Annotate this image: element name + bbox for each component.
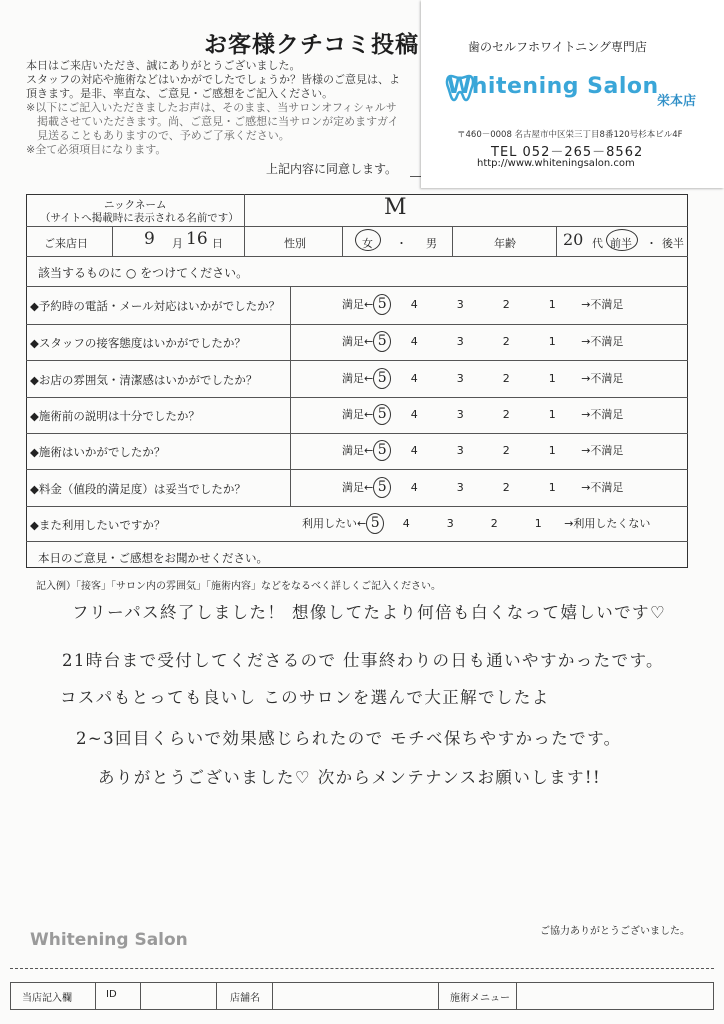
rating-option: 3 <box>456 408 464 421</box>
example-note: 記入例）「接客」「サロン内の雰囲気」「施術内容」などをなるべく詳しくご記入ください。 <box>36 581 441 592</box>
table-divider <box>26 226 688 227</box>
scale-left-label: 満足← <box>342 372 374 385</box>
intro-note: ※以下にご記入いただきましたお声は、そのまま、当サロンオフィシャルサ <box>26 101 397 114</box>
question-text: ◆また利用したいですか？ <box>30 518 166 532</box>
rating-option: 1 <box>548 335 556 348</box>
nickname-value: M <box>384 195 407 220</box>
table-divider <box>140 982 141 1010</box>
table-divider <box>290 286 291 506</box>
selected-rating: 5 <box>373 440 391 461</box>
table-divider <box>26 360 688 361</box>
table-divider <box>516 982 517 1010</box>
gender-label: 性別 <box>284 237 306 250</box>
nickname-note: （サイトへ掲載時に表示される名前です） <box>40 212 239 224</box>
rating-scale <box>302 513 650 534</box>
shop-url: http://www.whiteningsalon.com <box>477 158 635 169</box>
intro-note: 掲載させていただきます。尚、ご意見・ご感想に当サロンが定めますガイ <box>26 115 399 128</box>
rating-option: 3 <box>456 444 464 457</box>
rating-option: 2 <box>502 444 510 457</box>
shop-tel: TEL 052－265－8562 <box>491 145 644 160</box>
rating-scale <box>342 294 623 315</box>
rating-option: 1 <box>548 481 556 494</box>
scale-right-label: →利用したくない <box>564 517 651 530</box>
instruction-text: 該当するものに ○ をつけてください。 <box>38 266 249 280</box>
page-title: お客様クチコミ投稿 <box>204 32 420 58</box>
table-divider <box>438 982 439 1010</box>
day-unit: 日 <box>212 237 223 250</box>
scale-left-label: 満足← <box>342 481 374 494</box>
rating-option: 2 <box>502 372 510 385</box>
scale-right-label: →不満足 <box>581 335 624 348</box>
age-unit: 代 <box>592 237 603 250</box>
rating-option: 2 <box>502 335 510 348</box>
rating-option: 1 <box>548 444 556 457</box>
rating-option: 4 <box>410 372 418 385</box>
question-text: ◆施術前の説明は十分でしたか？ <box>30 409 200 423</box>
rating-option: 2 <box>490 517 498 530</box>
table-divider <box>244 194 245 256</box>
rating-option: 3 <box>456 335 464 348</box>
table-divider <box>342 226 343 256</box>
visit-month-value: 9 <box>144 229 155 249</box>
selected-rating: 5 <box>373 331 391 352</box>
age-value: 20 <box>563 230 584 249</box>
table-divider <box>26 433 688 434</box>
store-entry-label: 当店記入欄 <box>22 993 72 1004</box>
rating-option: 2 <box>502 298 510 311</box>
shop-card <box>421 0 724 188</box>
comment-heading: 本日のご意見・ご感想をお聞かせください。 <box>38 551 268 565</box>
question-text: ◆スタッフの接客態度はいかがでしたか？ <box>30 336 246 350</box>
gender-female-option: 女 <box>362 237 373 250</box>
table-divider <box>26 541 688 542</box>
cut-line <box>10 968 714 969</box>
table-divider <box>26 469 688 470</box>
scale-left-label: 満足← <box>342 298 374 311</box>
scale-left-label: 利用したい← <box>302 517 367 530</box>
store-name-label: 店舗名 <box>230 993 260 1004</box>
menu-label: 施術メニュー <box>450 993 510 1004</box>
question-text: ◆施術はいかがでしたか？ <box>30 445 166 459</box>
table-divider <box>26 506 688 507</box>
table-divider <box>272 982 273 1010</box>
shop-logo: Whitening Salon <box>447 74 659 99</box>
rating-option: 1 <box>548 408 556 421</box>
scale-right-label: →不満足 <box>581 298 624 311</box>
selected-rating: 5 <box>373 368 391 389</box>
table-divider <box>452 226 453 256</box>
rating-option: 4 <box>410 481 418 494</box>
intro-note: ※全て必須項目になります。 <box>26 143 167 156</box>
table-divider <box>95 982 96 1010</box>
intro-line: 頂きます。是非、率直な、ご意見・ご感想をご記入ください。 <box>26 87 334 100</box>
comment-line: フリーパス終了しました！ 想像してたより何倍も白くなって嬉しいです♡ <box>72 603 667 622</box>
rating-scale <box>342 404 623 425</box>
rating-option: 2 <box>502 481 510 494</box>
shop-tagline: 歯のセルフホワイトニング専門店 <box>468 40 647 54</box>
table-divider <box>112 226 113 256</box>
rating-scale <box>342 368 623 389</box>
nickname-label: ニックネーム <box>104 199 167 211</box>
rating-option: 1 <box>548 298 556 311</box>
rating-scale <box>342 331 623 352</box>
table-divider <box>26 256 688 257</box>
scale-right-label: →不満足 <box>581 408 624 421</box>
question-text: ◆お店の雰囲気・清潔感はいかがでしたか？ <box>30 373 258 387</box>
age-early-option: 前半 <box>610 237 632 250</box>
rating-option: 4 <box>402 517 410 530</box>
table-divider <box>26 286 688 287</box>
rating-option: 4 <box>410 408 418 421</box>
month-unit: 月 <box>172 237 183 250</box>
gender-separator: ・ <box>396 237 407 250</box>
scale-left-label: 満足← <box>342 335 374 348</box>
rating-scale <box>342 440 623 461</box>
scale-left-label: 満足← <box>342 408 374 421</box>
age-late-option: 後半 <box>662 237 684 250</box>
question-text: ◆料金（値段的満足度）は妥当でしたか？ <box>30 482 246 496</box>
footer-logo: Whitening Salon <box>30 930 188 950</box>
visit-date-label: ご来店日 <box>44 237 88 250</box>
age-label: 年齢 <box>494 237 516 250</box>
shop-address: 〒460－0008 名古屋市中区栄三丁目8番120号杉本ビル4F <box>457 130 683 140</box>
scale-right-label: →不満足 <box>581 372 624 385</box>
intro-note: 見送ることもありますので、予めご了承ください。 <box>26 129 290 142</box>
selected-rating: 5 <box>373 404 391 425</box>
shop-branch: 栄本店 <box>657 94 697 109</box>
question-text: ◆予約時の電話・メール対応はいかがでしたか？ <box>30 299 281 313</box>
comment-line: 2~3回目くらいで効果感じられたので モチベ保ちやすかったです。 <box>76 729 622 748</box>
rating-option: 4 <box>410 444 418 457</box>
selected-rating: 5 <box>373 477 391 498</box>
consent-text: 上記内容に同意します。 <box>266 162 398 176</box>
rating-option: 3 <box>456 298 464 311</box>
table-divider <box>216 982 217 1010</box>
visit-day-value: 16 <box>186 229 208 249</box>
rating-option: 3 <box>456 481 464 494</box>
table-divider <box>556 226 557 256</box>
scale-left-label: 満足← <box>342 444 374 457</box>
scale-right-label: →不満足 <box>581 481 624 494</box>
age-separator: ・ <box>646 237 657 250</box>
rating-option: 1 <box>548 372 556 385</box>
scale-right-label: →不満足 <box>581 444 624 457</box>
intro-line: スタッフの対応や施術などはいかがでしたでしょうか？皆様のご意見は、よ <box>26 73 400 86</box>
rating-option: 2 <box>502 408 510 421</box>
rating-scale <box>342 477 623 498</box>
gender-male-option: 男 <box>426 237 437 250</box>
selected-rating: 5 <box>373 294 391 315</box>
rating-option: 3 <box>456 372 464 385</box>
table-divider <box>26 324 688 325</box>
rating-option: 1 <box>534 517 542 530</box>
comment-line: コスパもとっても良いし このサロンを選んで大正解でしたよ <box>60 688 550 707</box>
thanks-text: ご協力ありがとうございました。 <box>540 926 690 937</box>
selected-rating: 5 <box>366 513 384 534</box>
comment-line: 21時台まで受付してくださるので 仕事終わりの日も通いやすかったです。 <box>62 651 664 670</box>
rating-option: 3 <box>446 517 454 530</box>
table-divider <box>26 397 688 398</box>
rating-option: 4 <box>410 335 418 348</box>
comment-line: ありがとうございました♡ 次からメンテナンスお願いします!! <box>98 768 601 787</box>
id-label: ID <box>106 989 117 1000</box>
intro-line: 本日はご来店いただき、誠にありがとうございました。 <box>26 59 301 72</box>
rating-option: 4 <box>410 298 418 311</box>
